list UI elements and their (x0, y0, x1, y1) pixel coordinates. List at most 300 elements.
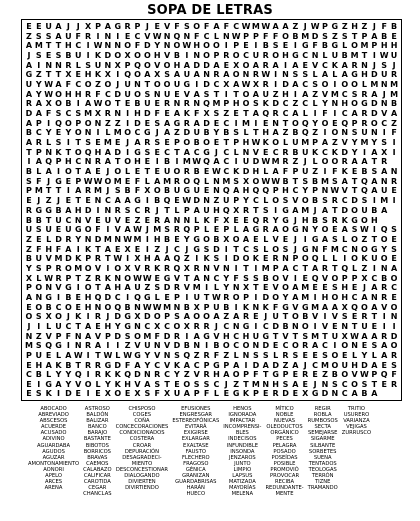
grid-cell: O (351, 41, 358, 51)
grid-cell: Z (45, 196, 52, 206)
grid-cell: R (262, 79, 269, 89)
grid-cell: O (114, 167, 122, 177)
grid-cell: T (322, 331, 328, 341)
grid-cell: O (55, 89, 62, 99)
grid-cell: S (292, 351, 299, 361)
grid-cell: Z (282, 360, 289, 370)
word-list-item: ROBLA (313, 412, 332, 419)
grid-cell: Q (301, 118, 309, 128)
grid-cell: J (27, 50, 31, 60)
grid-cell: J (76, 21, 80, 31)
grid-cell: A (193, 70, 200, 80)
grid-cell: W (103, 351, 113, 361)
word-list-item: BLES (235, 430, 249, 437)
grid-cell: X (124, 263, 131, 273)
grid-cell: Q (203, 157, 210, 167)
grid-cell: E (154, 21, 160, 31)
grid-cell: N (380, 99, 388, 109)
grid-cell: R (183, 118, 190, 128)
word-list-item: OLEODUCTOS (266, 424, 303, 431)
grid-cell: T (75, 322, 81, 332)
grid-cell: X (223, 215, 230, 225)
grid-cell: C (114, 292, 121, 302)
grid-cell: N (242, 351, 250, 361)
grid-cell: U (252, 331, 260, 341)
grid-cell: V (292, 196, 299, 206)
grid-cell: C (223, 157, 230, 167)
grid-cell: C (322, 341, 328, 351)
grid-cell: Q (45, 341, 53, 351)
grid-cell: G (124, 322, 131, 332)
grid-cell: N (153, 341, 161, 351)
grid-cell: J (264, 312, 268, 322)
grid-cell: G (203, 331, 210, 341)
grid-cell: R (282, 147, 289, 157)
grid-cell: C (302, 79, 309, 89)
grid-cell: W (251, 138, 261, 148)
grid-cell: D (173, 341, 181, 351)
grid-cell: I (362, 147, 366, 157)
grid-cell: F (332, 167, 338, 177)
grid-cell: D (65, 254, 72, 264)
grid-cell: M (350, 50, 359, 60)
grid-cell: U (301, 167, 309, 177)
grid-cell: B (391, 21, 398, 31)
grid-cell: H (341, 283, 349, 293)
grid-cell: Y (351, 147, 358, 157)
grid-cell: C (75, 157, 82, 167)
grid-cell: S (341, 31, 348, 41)
grid-cell: A (75, 186, 82, 196)
grid-cell: V (213, 263, 220, 273)
grid-cell: I (76, 283, 80, 293)
grid-cell: E (95, 138, 101, 148)
grid-cell: T (272, 331, 279, 341)
grid-cell: T (55, 41, 62, 51)
grid-cell: G (134, 147, 141, 157)
grid-cell: I (293, 89, 297, 99)
grid-cell: H (65, 89, 72, 99)
grid-cell: W (212, 292, 221, 302)
grid-cell: H (35, 360, 43, 370)
grid-cell: S (351, 225, 358, 235)
grid-cell: B (45, 302, 52, 312)
grid-cell: U (55, 215, 62, 225)
grid-cell: J (303, 157, 307, 167)
grid-cell: M (301, 31, 310, 41)
grid-cell: B (282, 176, 289, 186)
grid-cell: E (164, 138, 170, 148)
grid-cell: H (134, 157, 141, 167)
grid-cell: W (123, 234, 133, 244)
grid-cell: L (273, 351, 279, 361)
grid-cell: U (193, 128, 200, 138)
grid-cell: O (143, 50, 151, 60)
grid-cell: K (173, 360, 181, 370)
grid-cell: K (242, 302, 250, 312)
grid-cell: T (75, 167, 81, 177)
grid-cell: D (321, 389, 329, 398)
grid-cell: O (341, 370, 349, 380)
grid-cell: U (390, 50, 398, 60)
grid-cell: O (272, 273, 280, 283)
word-list-item: NUEVAS (274, 418, 296, 425)
grid-cell: R (381, 331, 388, 341)
grid-cell: A (341, 70, 348, 80)
grid-cell: R (94, 254, 102, 264)
grid-cell: C (233, 21, 240, 31)
grid-cell: L (282, 138, 289, 148)
grid-cell: A (351, 108, 358, 118)
grid-cell: E (223, 60, 230, 70)
grid-cell: G (311, 389, 319, 398)
grid-cell: U (292, 138, 299, 148)
grid-cell: P (272, 263, 279, 273)
grid-cell: C (381, 118, 388, 128)
grid-cell: V (381, 108, 388, 118)
grid-cell: F (124, 360, 131, 370)
grid-cell: P (124, 60, 131, 70)
word-list-item: BARAJO (87, 430, 108, 437)
grid-cell: P (252, 389, 259, 398)
grid-cell: I (37, 60, 41, 70)
grid-cell: E (233, 215, 239, 225)
word-list-item: APELO (45, 473, 62, 480)
grid-cell: S (144, 147, 151, 157)
grid-cell: H (262, 128, 270, 138)
grid-cell: T (164, 205, 170, 215)
grid-cell: N (361, 60, 368, 70)
grid-cell: U (223, 196, 230, 206)
grid-cell: K (104, 370, 111, 380)
grid-cell: M (182, 157, 191, 167)
grid-cell: F (322, 108, 328, 118)
grid-cell: W (142, 302, 152, 312)
grid-cell: M (103, 138, 112, 148)
grid-cell: E (253, 234, 259, 244)
grid-cell: O (163, 79, 171, 89)
grid-cell: J (145, 225, 149, 235)
grid-cell: N (163, 351, 171, 361)
word-list-item: FRAGOSO (183, 460, 209, 467)
grid-cell: B (25, 167, 32, 177)
grid-cell: A (25, 41, 33, 51)
grid-cell: T (95, 351, 101, 361)
grid-cell: H (341, 99, 349, 109)
grid-cell: P (25, 351, 32, 361)
grid-cell: O (124, 273, 132, 283)
grid-cell: X (104, 389, 111, 398)
grid-cell: E (361, 341, 368, 351)
grid-cell: E (75, 70, 81, 80)
word-list-item: GRANIZAN (182, 473, 210, 480)
grid-cell: H (282, 186, 289, 196)
word-list-item: HUECO (186, 491, 206, 498)
grid-cell: T (253, 128, 259, 138)
grid-cell: Z (26, 31, 32, 41)
grid-cell: A (144, 380, 151, 390)
word-list-item: REGIR (314, 406, 331, 412)
grid-cell: H (74, 205, 82, 215)
grid-cell: S (322, 215, 328, 225)
grid-cell: P (203, 360, 210, 370)
grid-cell: M (320, 360, 329, 370)
grid-cell: O (64, 118, 72, 128)
grid-cell: T (223, 138, 230, 148)
grid-cell: X (25, 273, 33, 283)
grid-cell: I (185, 331, 189, 341)
grid-cell: D (193, 196, 200, 206)
grid-cell: C (341, 196, 348, 206)
grid-cell: R (262, 60, 269, 70)
grid-cell: I (185, 292, 189, 302)
grid-cell: E (95, 215, 101, 225)
grid-cell: H (272, 380, 279, 390)
grid-cell: O (242, 60, 250, 70)
grid-cell: M (113, 128, 122, 138)
grid-cell: O (272, 138, 280, 148)
grid-cell: T (55, 70, 62, 80)
grid-cell: O (213, 41, 220, 51)
grid-cell: E (65, 176, 72, 186)
grid-cell: V (351, 370, 358, 380)
grid-cell: Q (134, 60, 141, 70)
grid-cell: D (311, 31, 319, 41)
grid-cell: A (213, 21, 220, 31)
grid-cell: S (154, 380, 161, 390)
grid-cell: O (153, 312, 161, 322)
grid-cell: Q (341, 263, 349, 273)
grid-cell: J (185, 244, 189, 254)
grid-cell: L (36, 167, 42, 177)
grid-cell: T (243, 263, 249, 273)
grid-cell: N (282, 254, 289, 264)
grid-cell: I (333, 79, 337, 89)
grid-cell: Q (173, 31, 181, 41)
grid-cell: F (213, 351, 220, 361)
grid-cell: G (292, 225, 299, 235)
grid-cell (389, 158, 399, 168)
grid-cell: M (113, 176, 122, 186)
grid-cell: E (124, 176, 131, 186)
grid-cell: G (193, 234, 200, 244)
grid-cell: A (390, 108, 398, 118)
grid-cell: H (134, 108, 141, 118)
grid-cell: V (183, 89, 190, 99)
grid-cell: N (262, 380, 270, 390)
grid-cell: A (321, 138, 329, 148)
grid-cell: D (351, 196, 358, 206)
grid-cell: Q (361, 186, 368, 196)
grid-cell: A (292, 292, 299, 302)
grid-cell: V (134, 380, 141, 390)
grid-cell: V (45, 254, 52, 264)
grid-cell: X (124, 244, 131, 254)
grid-cell: I (76, 99, 80, 109)
word-list-item: CEGAR (88, 485, 107, 492)
grid-cell: D (272, 360, 279, 370)
grid-cell: B (183, 341, 190, 351)
grid-cell: C (104, 196, 111, 206)
grid-cell: E (164, 292, 170, 302)
grid-cell: L (312, 157, 318, 167)
grid-cell: S (262, 351, 269, 361)
grid-cell: J (66, 21, 70, 31)
word-list-item: SECTA (314, 424, 331, 431)
grid-cell: T (243, 380, 249, 390)
grid-cell: P (25, 283, 32, 293)
word-list-item: HARÁN (186, 485, 205, 492)
word-list-item: POSADO (273, 448, 296, 455)
grid-cell: I (86, 389, 90, 398)
grid-cell: T (263, 370, 269, 380)
grid-cell: U (55, 322, 62, 332)
grid-cell: Z (292, 157, 299, 167)
grid-cell: L (243, 128, 249, 138)
grid-cell: F (134, 176, 141, 186)
word-list-item: IMPACTAR (229, 418, 256, 425)
grid-cell: B (183, 302, 190, 312)
grid-cell: O (173, 167, 181, 177)
grid-cell: V (173, 273, 181, 283)
grid-cell: Q (301, 128, 309, 138)
word-list-item: PROMOVIÓ (270, 466, 299, 473)
grid-cell: R (154, 370, 161, 380)
grid-cell: U (144, 99, 151, 109)
grid-cell: P (75, 176, 82, 186)
grid-cell: I (254, 292, 258, 302)
grid-cell: E (55, 128, 62, 138)
grid-cell: N (321, 380, 329, 390)
grid-cell: A (25, 60, 33, 70)
grid-cell: S (154, 138, 161, 148)
grid-cell: E (381, 380, 387, 390)
grid-cell: P (134, 21, 141, 31)
grid-cell: T (45, 41, 52, 51)
grid-cell: O (380, 254, 388, 264)
grid-cell: S (331, 283, 338, 293)
grid-cell: I (392, 322, 396, 332)
grid-cell: P (223, 225, 230, 235)
grid-cell: N (380, 176, 388, 186)
grid-cell: U (94, 60, 102, 70)
grid-cell: O (321, 118, 329, 128)
grid-cell: A (371, 31, 378, 41)
grid-cell: C (134, 128, 141, 138)
grid-cell: E (272, 341, 279, 351)
word-list-item: LAPSUS (232, 473, 253, 480)
grid-cell: P (243, 31, 249, 41)
grid-cell: M (153, 225, 162, 235)
grid-cell: A (302, 89, 309, 99)
grid-cell: J (165, 244, 169, 254)
grid-cell: R (223, 50, 230, 60)
grid-cell: H (242, 138, 250, 148)
grid-cell: E (124, 99, 131, 109)
grid-cell: P (351, 118, 358, 128)
grid-cell: N (55, 60, 62, 70)
grid-cell: E (154, 273, 160, 283)
word-list-item: SORBETES (308, 448, 337, 455)
grid-cell: R (242, 312, 250, 322)
grid-cell: W (133, 225, 142, 235)
grid-cell: C (233, 331, 240, 341)
grid-cell: M (251, 21, 260, 31)
grid-cell: P (292, 254, 299, 264)
grid-cell: N (114, 273, 122, 283)
grid-cell: X (134, 312, 141, 322)
grid-cell: A (361, 292, 368, 302)
grid-cell: S (331, 176, 338, 186)
grid-cell: V (193, 370, 200, 380)
grid-cell: F (174, 21, 180, 31)
grid-cell: I (372, 225, 376, 235)
grid-cell: Z (341, 21, 348, 31)
grid-cell: I (126, 292, 130, 302)
grid-cell: T (174, 147, 180, 157)
grid-cell: Y (243, 196, 249, 206)
grid-cell: W (350, 331, 359, 341)
grid-cell: R (361, 118, 368, 128)
grid-cell: D (262, 341, 270, 351)
word-list-item: POSEÍDAS (271, 454, 298, 461)
grid-cell: L (46, 138, 52, 148)
grid-cell: E (213, 118, 220, 128)
grid-cell: L (95, 380, 101, 390)
grid-cell: U (134, 283, 141, 293)
word-list-column (265, 406, 303, 518)
grid-cell: V (272, 283, 279, 293)
grid-cell: N (242, 70, 250, 80)
grid-cell: S (35, 389, 42, 398)
grid-cell: V (75, 380, 82, 390)
grid-cell: T (253, 283, 259, 293)
grid-cell: N (321, 186, 329, 196)
grid-cell: V (312, 312, 319, 322)
grid-cell: Z (144, 283, 151, 293)
grid-cell: F (36, 244, 42, 254)
grid-cell: Z (35, 70, 42, 80)
grid-cell: I (37, 322, 41, 332)
grid-cell: A (361, 331, 368, 341)
grid-cell: I (224, 254, 228, 264)
grid-cell: P (233, 196, 240, 206)
grid-cell: G (45, 380, 52, 390)
grid-cell: O (114, 50, 122, 60)
grid-cell: A (25, 118, 33, 128)
grid-cell: Y (35, 89, 42, 99)
grid-cell: O (351, 79, 358, 89)
grid-cell: T (371, 157, 378, 167)
grid-cell: H (94, 147, 102, 157)
grid-cell: O (74, 147, 82, 157)
grid-cell: L (332, 254, 338, 264)
grid-cell: T (282, 312, 289, 322)
grid-cell: E (124, 389, 131, 398)
grid-cell: I (66, 186, 70, 196)
grid-cell: E (55, 225, 62, 235)
grid-cell: M (84, 108, 93, 118)
grid-cell: C (341, 389, 348, 398)
grid-cell: G (371, 244, 378, 254)
grid-cell: N (74, 341, 82, 351)
grid-cell: U (124, 79, 131, 89)
grid-cell: S (203, 380, 210, 390)
word-list-item: MIENTO (131, 460, 153, 467)
grid-cell: D (134, 118, 141, 128)
grid-cell: T (351, 322, 358, 332)
grid-cell: A (351, 157, 358, 167)
